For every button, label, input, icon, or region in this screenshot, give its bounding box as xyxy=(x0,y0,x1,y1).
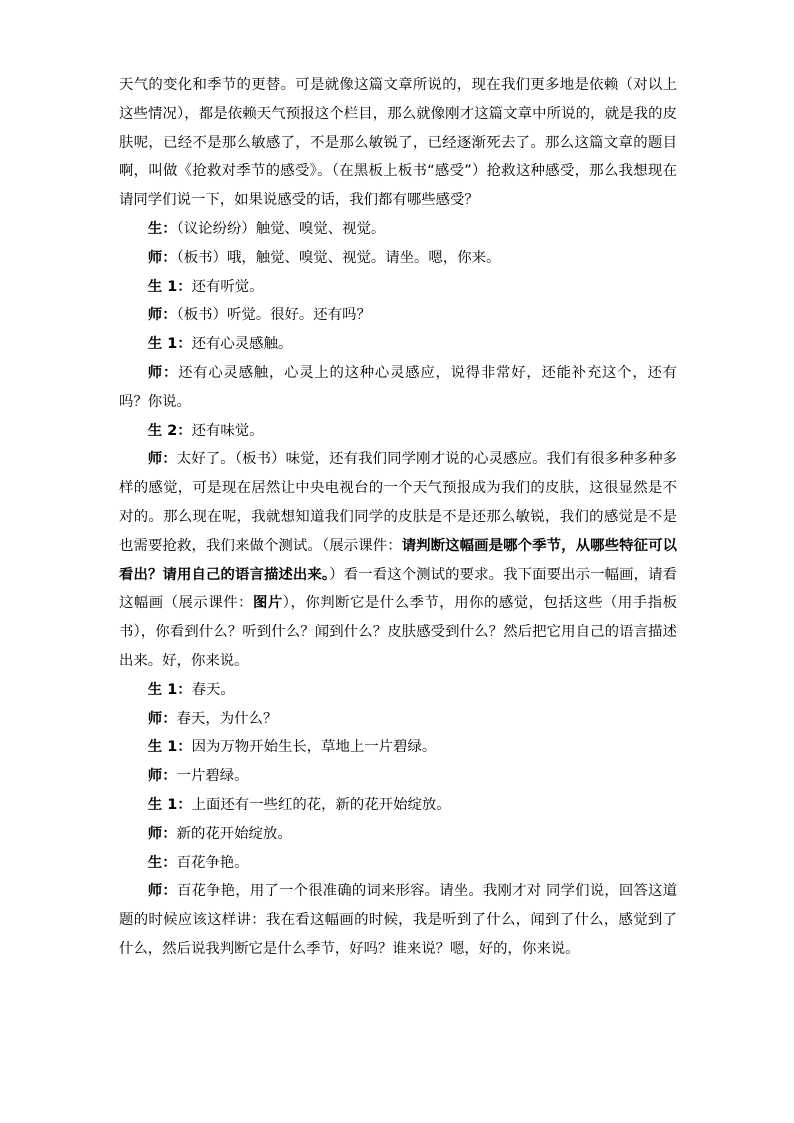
courseware-prompt: 请判断这幅画是哪个季节，从哪些特征可以看出？请用自己的语言描述出来。 xyxy=(119,537,677,583)
speaker-label: 生： xyxy=(147,854,177,871)
speaker-label: 师： xyxy=(147,249,177,266)
reply-text: ）看一看这个测试的要求。我下面要出示一幅画，请看这幅画（展示课件： xyxy=(119,566,677,612)
dialogue-line xyxy=(119,733,677,762)
speaker-label: 师： xyxy=(147,364,179,381)
intro-line: 情况），都是依赖天气预报这个栏目，那么就像刚才这篇文章中所说的，就是我的皮肤呢， xyxy=(119,105,677,151)
dialogue-text: 百花争艳。 xyxy=(176,854,249,871)
dialogue-text: 还有心灵感触。 xyxy=(191,336,293,353)
speaker-label: 生 1： xyxy=(147,681,192,698)
dialogue-text: 因为万物开始生长，草地上一片碧绿。 xyxy=(191,739,437,756)
speaker-label: 师： xyxy=(147,451,177,468)
reply-text: ），你判断它是什么季节，用你的感觉，包括这些（用手指板书），你看到什么？听到什么？闻到什么？皮肤感受到什么？然后把它用自己的语言描述出来。好，你来说。 xyxy=(119,595,677,669)
dialogue-text: 新的花开始绽放。 xyxy=(176,825,292,842)
dialogue-line xyxy=(119,877,677,963)
dialogue-line xyxy=(119,849,677,878)
document-body xyxy=(119,71,677,964)
intro-line: 天气的变化和季节的更替。可是就像这篇文章所说的，现在我们更多地是依赖（对以上这些 xyxy=(119,77,677,122)
dialogue-text: 上面还有一些红的花，新的花开始绽放。 xyxy=(191,796,451,813)
dialogue-line xyxy=(119,676,677,705)
speaker-label: 生 1： xyxy=(147,278,192,295)
dialogue-text: （议论纷纷）触觉、嗅觉、视觉。 xyxy=(176,220,386,237)
dialogue-line xyxy=(119,820,677,849)
dialogue-line xyxy=(119,330,677,359)
speaker-label: 生 1： xyxy=(147,796,192,813)
speaker-label: 师： xyxy=(147,825,177,842)
speaker-label: 师： xyxy=(147,710,177,727)
speaker-label: 生 2： xyxy=(147,422,192,439)
dialogue-line xyxy=(119,215,677,244)
dialogue-line xyxy=(119,359,677,417)
dialogue-text: （板书）听觉。很好。还有吗？ xyxy=(176,307,371,324)
dialogue-line xyxy=(119,301,677,330)
intro-paragraph xyxy=(119,71,677,215)
dialogue-text: 百花争艳，用了一个很准确的词来形容。请坐。我刚才对 同学们说，回答这道题的时候应该这样讲：我在看这幅画的时候，我是听到了什么，闻到了什么，感觉到了什么，然后说我判断它是什么季节，好吗？谁来说？嗯，好的，你来说。 xyxy=(119,883,677,957)
dialogue-text: 春天，为什么？ xyxy=(176,710,278,727)
speaker-label: 师： xyxy=(147,768,177,785)
speaker-label: 生 1： xyxy=(147,739,192,756)
dialogue-text: 还有听觉。 xyxy=(191,278,264,295)
dialogue-text: （板书）哦，触觉、嗅觉、视觉。请坐。嗯，你来。 xyxy=(176,249,501,266)
dialogue-line xyxy=(119,762,677,791)
reply-text: 太好了。（板书）味觉，还有我们同学刚才说的心灵感应。我们有很多种多种多样的感觉，可是现在居然让中央电视台的一个天气预报成为我们的皮肤，这很显然是不对的。那么现在呢，我就想知道我们同学的皮肤是不是还那么敏锐，我们的感觉是不是也需要抢救，我们来做个测试。（展示课件： xyxy=(119,451,677,554)
speaker-label: 生： xyxy=(147,220,177,237)
intro-line: 《抢救对季节的感受》。（在黑板上板书“感受”）抢救这种感受，那么我想现在请同学们 xyxy=(119,163,677,209)
intro-line: 已经不是那么敏感了，不是那么敏锐了，已经逐渐死去了。那么这篇文章的题目啊，叫做 xyxy=(119,134,677,180)
dialogue-text: 一片碧绿。 xyxy=(176,768,249,785)
dialogue-text: 还有味觉。 xyxy=(191,422,264,439)
speaker-label: 师： xyxy=(147,307,177,324)
dialogue-line xyxy=(119,791,677,820)
teacher-long-reply xyxy=(119,445,677,675)
dialogue-text: 还有心灵感触，心灵上的这种心灵感应，说得非常好，还能补充这个，还有吗？你说。 xyxy=(119,364,677,410)
dialogue-text: 春天。 xyxy=(191,681,235,698)
speaker-label: 生 1： xyxy=(147,336,192,353)
courseware-image-label: 图片 xyxy=(252,595,283,612)
dialogue-line xyxy=(119,417,677,446)
dialogue-line xyxy=(119,244,677,273)
dialogue-line xyxy=(119,273,677,302)
speaker-label: 师： xyxy=(147,883,177,900)
intro-line: 说一下，如果说感受的话，我们都有哪些感受？ xyxy=(176,192,479,209)
dialogue-line xyxy=(119,705,677,734)
